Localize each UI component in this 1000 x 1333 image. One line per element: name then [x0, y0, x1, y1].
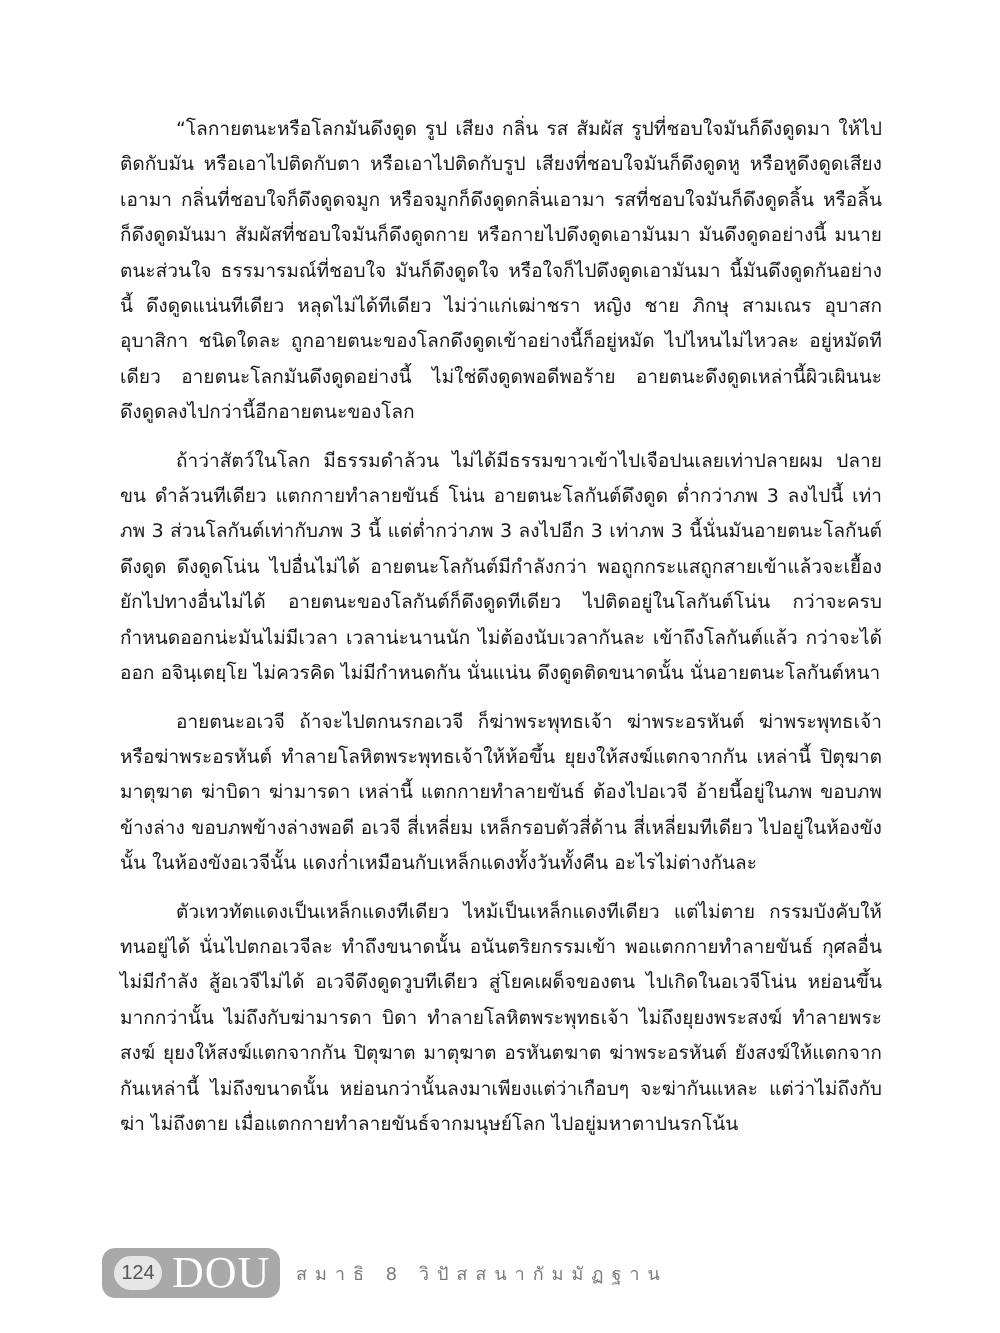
paragraph-4: ตัวเทวทัตแดงเป็นเหล็กแดงทีเดียว ไหม้เป็นเหล็กแดงทีเดียว แต่ไม่ตาย กรรมบังคับให้ทนอยู่ได้ นั่นไปตกอเวจีละ ทำถึงขนาดนั้น อนันตริยกรรมเข้า พอแตกกายทำลายขันธ์ กุศลอื่นไม่มีกำลัง สู้อเวจีไม่ได้ อเวจีดึงดูดวูบทีเดียว สู่โยคเผด็จของตน ไปเกิดในอเวจีโน่น หย่อนขึ้นมากกว่านั้น ไม่ถึงกับฆ่ามารดา บิดา ทำลายโลหิตพระพุทธเจ้า ไม่ถึงยุยงพระสงฆ์ ทำลายพระสงฆ์ ยุยงให้สงฆ์แตกจากกัน ปิตุฆาต มาตุฆาต อรหันตฆาต ฆ่าพระอรหันต์ ยังสงฆ์ให้แตกจากกันเหล่านี้ ไม่ถึงขนาดนั้น หย่อนกว่านั้นลงมาเพียงแต่ว่าเกือบๆ จะฆ่ากันแหละ แต่ว่าไม่ถึงกับฆ่า ไม่ถึงตาย เมื่อแตกกายทำลายขันธ์จากมนุษย์โลก ไปอยู่มหาตาปนรกโน้น — [120, 900, 882, 1135]
brand-logo: DOU — [172, 1248, 271, 1297]
page-number: 124 — [114, 1256, 162, 1290]
paragraph-2: ถ้าว่าสัตว์ในโลก มีธรรมดำล้วน ไม่ได้มีธรรมขาวเข้าไปเจือปนเลยเท่าปลายผม ปลายขน ดำล้วนทีเดียว แตกกายทำลายขันธ์ โน่น อายตนะโลกันต์ดึงดูด ต่ำกว่าภพ 3 ลงไปนี้ เท่าภพ 3 ส่วนโลกันต์เท่ากับภพ 3 นี้ แต่ต่ำกว่าภพ 3 ลงไปอีก 3 เท่าภพ 3 นี้นั่นมันอายตนะโลกันต์ดึงดูด ดึงดูดโน่น ไปอื่นไม่ได้ อายตนะโลกันต์มีกำลังกว่า พอถูกกระแสถูกสายเข้าแล้วจะเยื้องยักไปทางอื่นไม่ได้ อายตนะของโลกันต์ก็ดึงดูดทีเดียว ไปติดอยู่ในโลกันต์โน่น กว่าจะครบกำหนดออกน่ะมันไม่มีเวลา เวลาน่ะนานนัก ไม่ต้องนับเวลากันละ เข้าถึงโลกันต์แล้ว กว่าจะได้ออก อจินฺเตยฺโย ไม่ควรคิด ไม่มีกำหนดกัน นั่นแน่น ดึงดูดติดขนาดนั้น นั่นอายตนะโลกันต์หนา — [120, 449, 882, 685]
book-title: สมาธิ 8 วิปัสสนากัมมัฏฐาน — [296, 1263, 668, 1285]
footer-badge — [102, 1248, 280, 1298]
paragraph-1: “โลกายตนะหรือโลกมันดึงดูด รูป เสียง กลิ่น รส สัมผัส รูปที่ชอบใจมันก็ดึงดูดมา ให้ไปติดกับมัน หรือเอาไปติดกับตา หรือเอาไปติดกับรูป เสียงที่ชอบใจมันก็ดึงดูดหู หรือหูดึงดูดเสียงเอามา กลิ่นที่ชอบใจก็ดึงดูดจมูก หรือจมูกก็ดึงดูดกลิ่นเอามา รสที่ชอบใจมันก็ดึงดูดลิ้น หรือลิ้นก็ดึงดูดมันมา สัมผัสที่ชอบใจมันก็ดึงดูดกาย หรือกายไปดึงดูดเอามันมา มันดึงดูดอย่างนี้ มนายตนะส่วนใจ ธรรมารมณ์ที่ชอบใจ มันก็ดึงดูดใจ หรือใจก็ไปดึงดูดเอามันมา นี้มันดึงดูดกันอย่างนี้ ดึงดูดแน่นทีเดียว หลุดไม่ได้ทีเดียว ไม่ว่าแก่เฒ่าชรา หญิง ชาย ภิกษุ สามเณร อุบาสก อุบาสิกา ชนิดใดละ ถูกอายตนะของโลกดึงดูดเข้าอย่างนี้ก็อยู่หมัด ไปไหนไม่ไหวละ อยู่หมัดทีเดียว อายตนะโลกมันดึงดูดอย่างนี้ ไม่ใช่ดึงดูดพอดีพอร้าย อายตนะดึงดูดเหล่านี้ผิวเผินนะ ดึงดูดลงไปกว่านี้อีกอายตนะของโลก — [120, 118, 882, 424]
page-body — [120, 112, 882, 1155]
paragraph-3: อายตนะอเวจี ถ้าจะไปตกนรกอเวจี ก็ฆ่าพระพุทธเจ้า ฆ่าพระอรหันต์ ฆ่าพระพุทธเจ้า หรือฆ่าพระอรหันต์ ทำลายโลหิตพระพุทธเจ้าให้ห้อขึ้น ยุยงให้สงฆ์แตกจากกัน เหล่านี้ ปิตุฆาต มาตุฆาต ฆ่าบิดา ฆ่ามารดา เหล่านี้ แตกกายทำลายขันธ์ ต้องไปอเวจี อ้ายนี้อยู่ในภพ ขอบภพข้างล่าง ขอบภพข้างล่างพอดี อเวจี สี่เหลี่ยม เหล็กรอบตัวสี่ด้าน สี่เหลี่ยมทีเดียว ไปอยู่ในห้องขังนั้น ในห้องขังอเวจีนั้น แดงก่ำเหมือนกับเหล็กแดงทั้งวันทั้งคืน อะไรไม่ต่างกันละ — [120, 710, 882, 875]
page-footer — [102, 1248, 668, 1298]
